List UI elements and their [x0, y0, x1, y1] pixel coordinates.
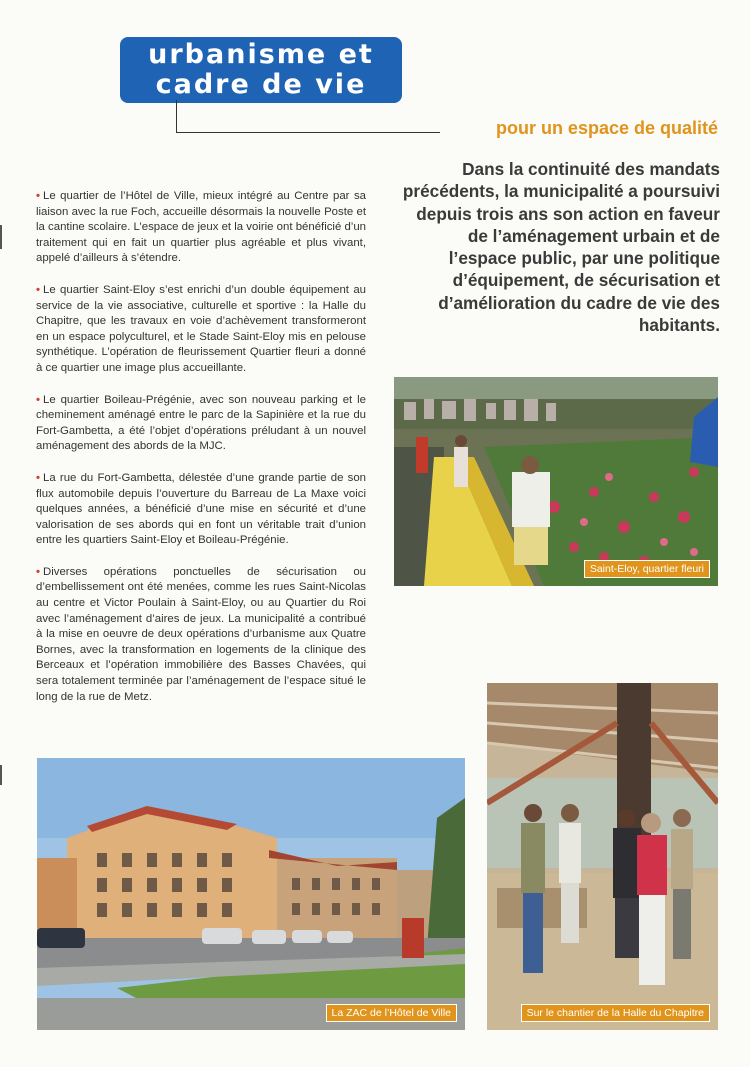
section-title-banner: [120, 37, 402, 103]
section-title-line1: urbanisme et: [148, 39, 374, 70]
scan-edge-mark: [0, 765, 2, 785]
list-item: [36, 283, 366, 377]
section-subtitle: pour un espace de qualité: [495, 118, 718, 138]
list-item: [36, 393, 366, 455]
photo-caption: La ZAC de l’Hôtel de Ville: [326, 1004, 457, 1022]
photo-caption: Sur le chantier de la Halle du Chapitre: [521, 1004, 710, 1022]
photo-caption: Saint-Eloy, quartier fleuri: [584, 560, 710, 578]
body-text-column: [36, 189, 366, 721]
bullet-icon: •: [36, 565, 40, 578]
intro-paragraph: Dans la continuité des mandats précédents, la municipalité a poursuivi depuis trois ans son action en faveur de l’aménagement urbain et de l’espace public, par une politique d’équipement, de sécurisation et d’amélioration du cadre de vie des habitants.: [402, 159, 720, 336]
flower-market-photo: [394, 377, 718, 586]
list-item: [36, 565, 366, 705]
town-hall-zac-photo: [37, 758, 465, 1030]
paragraph-text: Diverses opérations ponctuelles de sécurisation ou d’embellissement ont été menées, comme les rues Saint-Nicolas au centre et Victor Poulain à Saint-Eloy, ou au Quartier du Roi avec l’aménagement d’aires de jeux. La municipalité a contribué à la mise en oeuvre de deux opérations d’urbanisme aux Quatre Bornes, avec la transformation en logements de la clinique des Berceaux et l’opération immobilière des Basses Chavées, qui sera totalement terminée par l’aménagement de l’espace situé le long de la rue de Metz.: [36, 565, 366, 703]
paragraph-text: Le quartier Saint-Eloy s’est enrichi d’un double équipement au service de la vie associative, culturelle et sportive : la Halle du Chapitre, que les travaux en voie d’achèvement transformeront en un espace polyculturel, et le Stade Saint-Eloy mis en pelouse synthétique. L’opération de fleurissement Quartier fleuri a donné à ce quartier une image plus accueillante.: [36, 283, 366, 374]
list-item: [36, 189, 366, 267]
paragraph-text: Le quartier de l’Hôtel de Ville, mieux intégré au Centre par sa liaison avec la rue Foch, accueille désormais la nouvelle Poste et la cantine scolaire. L’espace de jeux et la voirie ont bénéficié d’un traitement qui en fait un quartier plus agréable et plus vivant, appelé d’ailleurs à s’étendre.: [36, 190, 366, 265]
paragraph-text: Le quartier Boileau-Prégénie, avec son nouveau parking et le cheminement aménagé entre le parc de la Sapinière et la rue du Fort-Gambetta, a été l’objet d’opérations préludant à un nouvel aménagement des abords de la MJC.: [36, 393, 366, 453]
bullet-icon: •: [36, 283, 40, 296]
title-connector-line: [176, 100, 440, 133]
paragraph-text: La rue du Fort-Gambetta, délestée d’une grande partie de son flux automobile depuis l’ouverture du Barreau de La Maxe voici quelques années, a bénéficié d’une mise en sécurité et d’une valorisation de ses abords qui en font un véritable trait d’union entre les quartiers Saint-Eloy et Boileau-Prégénie.: [36, 471, 366, 547]
bullet-icon: •: [36, 393, 40, 406]
bullet-icon: •: [36, 471, 40, 484]
scan-edge-mark: [0, 225, 2, 249]
bullet-icon: •: [36, 190, 40, 202]
section-title-line2: cadre de vie: [155, 69, 367, 100]
list-item: [36, 471, 366, 549]
construction-site-photo: [487, 683, 718, 1030]
